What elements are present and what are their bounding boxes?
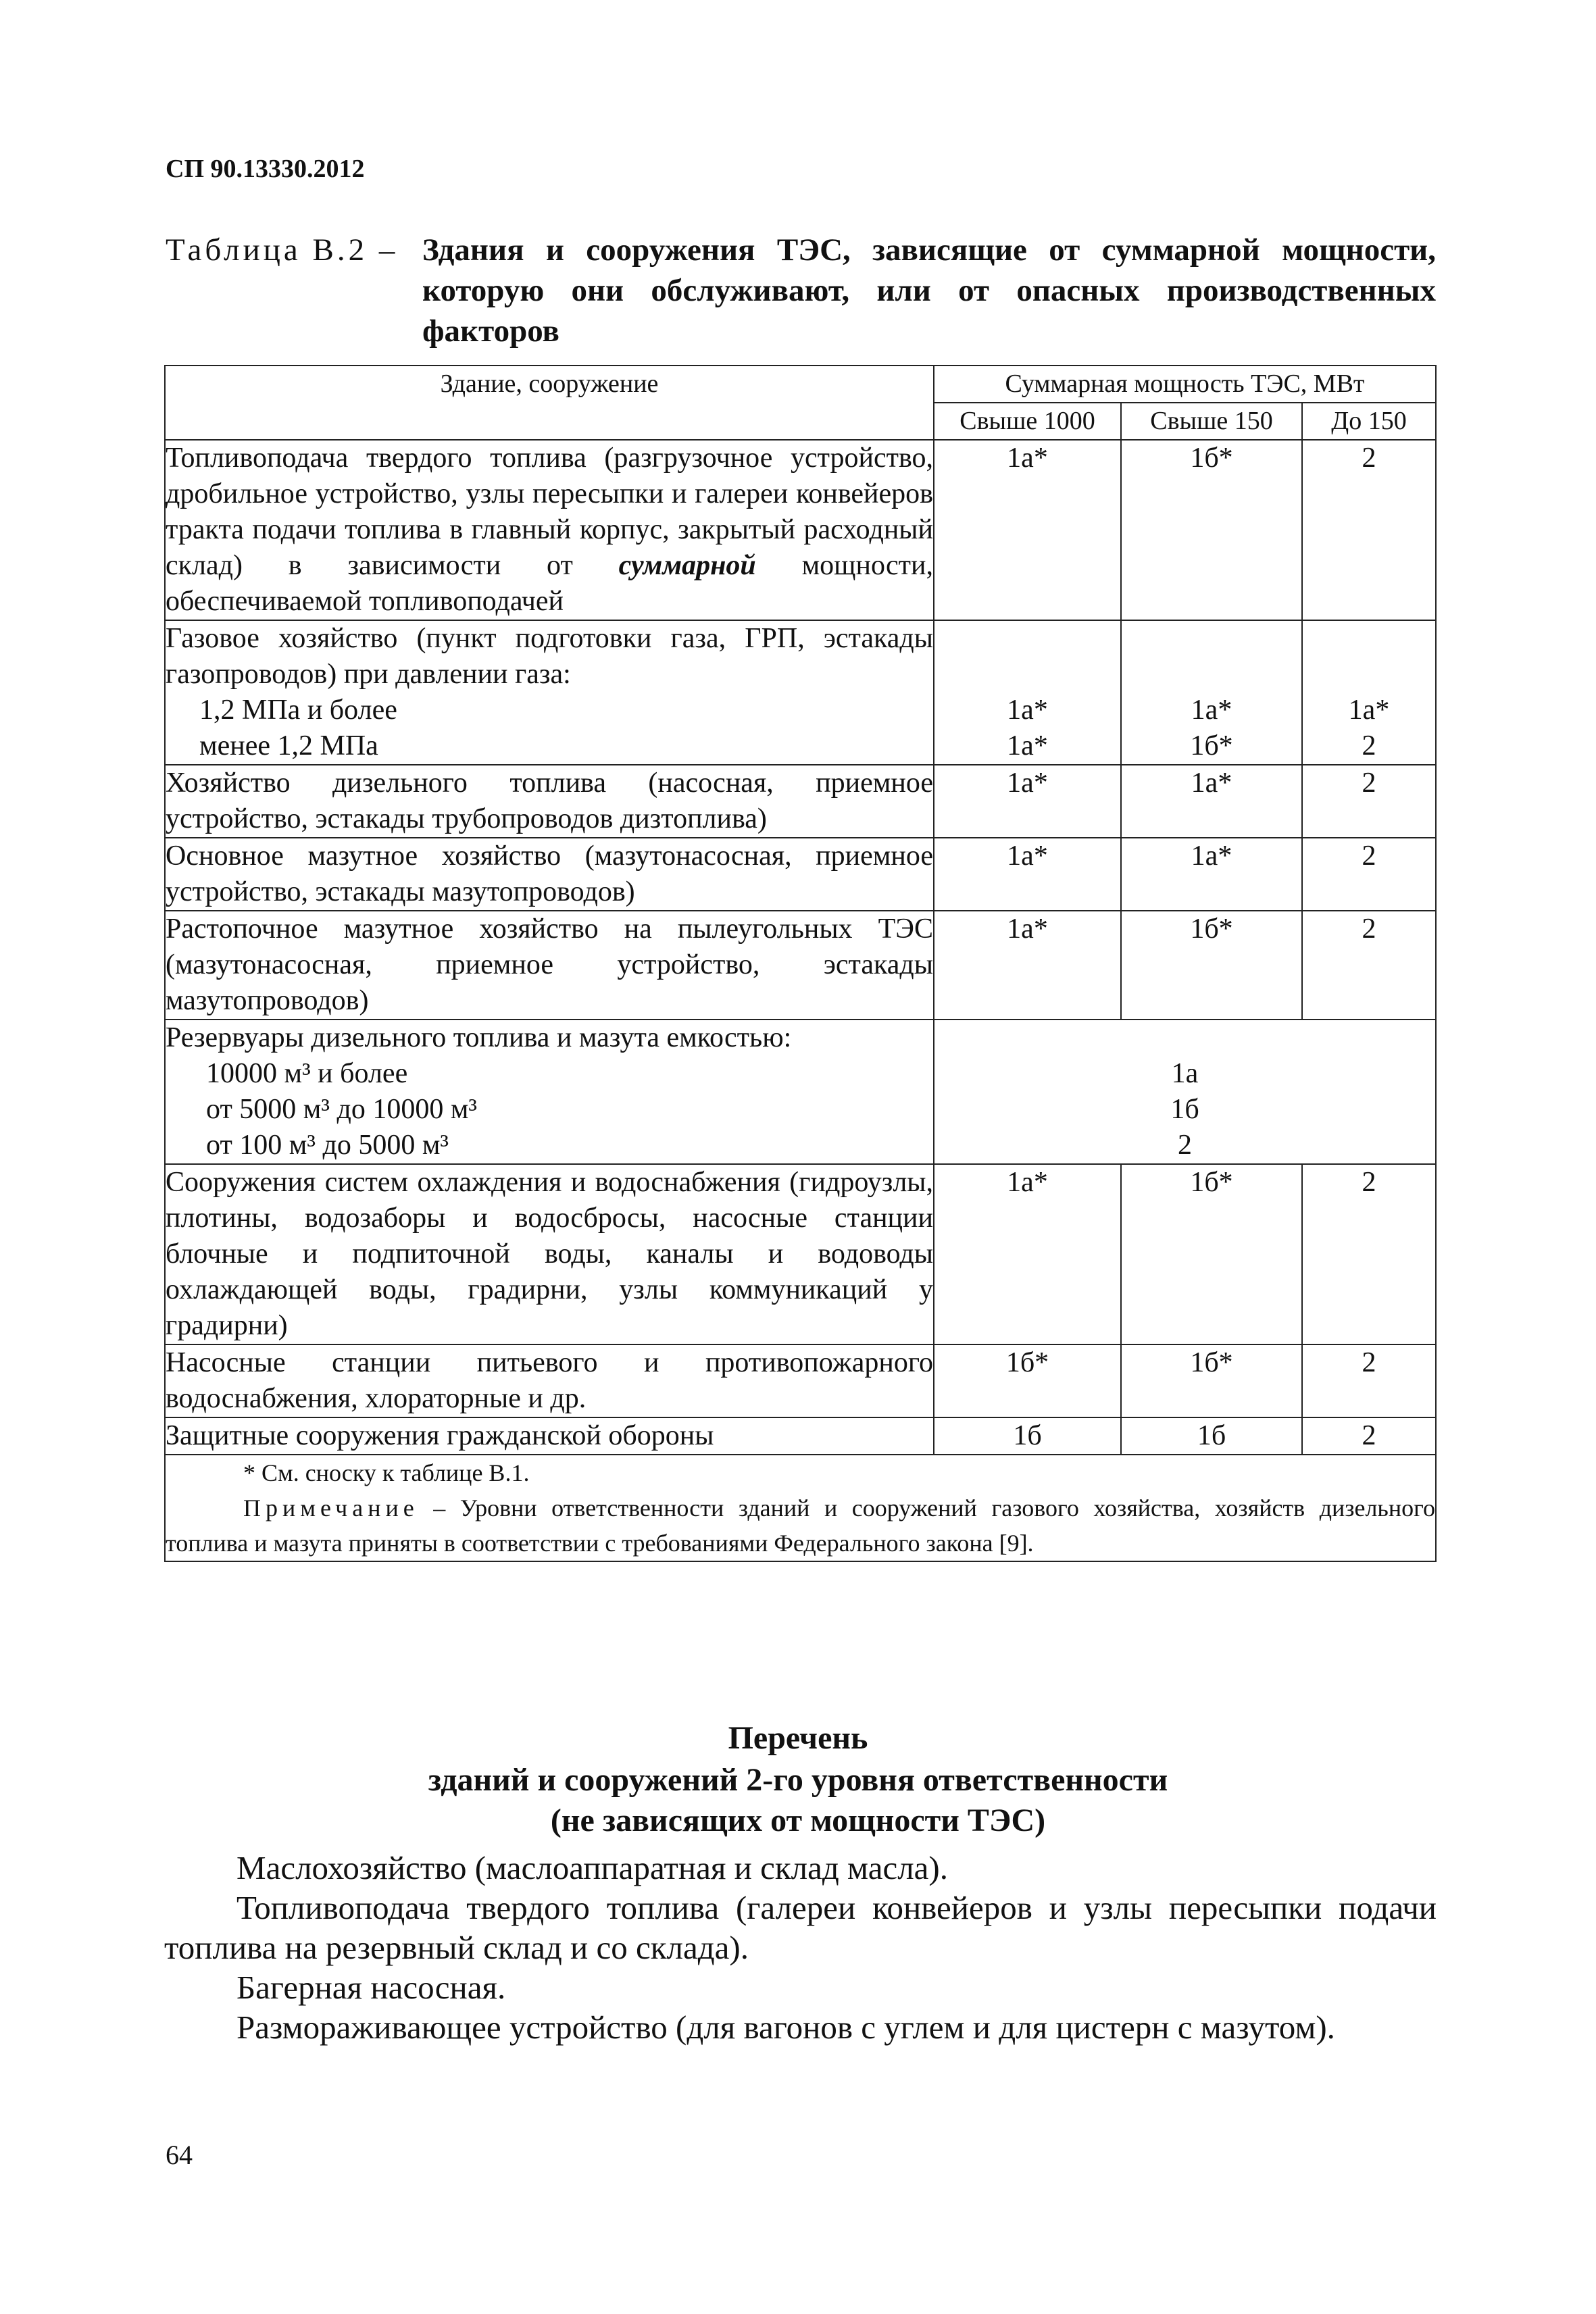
value-cell-merged: 1а 1б 2 xyxy=(934,1020,1436,1164)
row-building: Растопочное мазутное хозяйство на пылеугольных ТЭС (мазутонасосная, приемное устройство, эстакады мазутопроводов) xyxy=(165,911,934,1020)
list-item: Багерная насосная. xyxy=(236,1969,506,2006)
row-building: Сооружения систем охлаждения и водоснабжения (гидроузлы, плотины, водозаборы и водосбросы, насосные станции блочные и подпиточной воды, каналы и водоводы охлаждающей воды, градирни, узлы коммуникаций у градирни) xyxy=(165,1164,934,1344)
list-body xyxy=(164,1848,1437,2047)
row-building: Хозяйство дизельного топлива (насосная, приемное устройство, эстакады трубопроводов дизтоплива) xyxy=(165,765,934,838)
document-code: СП 90.13330.2012 xyxy=(166,155,365,183)
row-subitem: от 5000 м³ до 10000 м³ xyxy=(206,1094,478,1125)
value-cell: 2 xyxy=(1302,765,1436,838)
value-cell: 2 xyxy=(1302,911,1436,1020)
row-subitem: 1,2 МПа и более xyxy=(199,695,397,726)
table-row xyxy=(165,1417,1436,1455)
responsibility-table xyxy=(164,365,1437,1562)
table-row xyxy=(165,440,1436,620)
row-text: Резервуары дизельного топлива и мазута емкостью: xyxy=(166,1022,792,1053)
value-cell: 1а* xyxy=(1121,838,1302,911)
value-cell: 1б* xyxy=(1121,1344,1302,1417)
table-row xyxy=(165,765,1436,838)
list-item: Топливоподача твердого топлива (галереи конвейеров и узлы пересыпки подачи топлива на резервный склад и со склада). xyxy=(164,1889,1437,1966)
value-cell: 1б xyxy=(934,1417,1121,1455)
value-cell: 1а* xyxy=(934,911,1121,1020)
table-row xyxy=(165,1164,1436,1344)
note-text: – Уровни ответственности зданий и сооружений газового хозяйства, хозяйств дизельного топлива и мазута приняты в соответствии с требованиями Федерального закона [9]. xyxy=(166,1494,1435,1557)
row-text: Газовое хозяйство (пункт подготовки газа, ГРП, эстакады газопроводов) при давлении газа: xyxy=(166,623,933,690)
row-building: Основное мазутное хозяйство (мазутонасосная, приемное устройство, эстакады мазутопроводов) xyxy=(165,838,934,911)
header-over-1000: Свыше 1000 xyxy=(934,403,1121,440)
value-cell: 1а* xyxy=(934,440,1121,620)
value-cell: 1б* xyxy=(1121,1164,1302,1344)
header-over-150: Свыше 150 xyxy=(1121,403,1302,440)
header-capacity-group: Суммарная мощность ТЭС, МВт xyxy=(934,366,1436,403)
value-cell: 1б* xyxy=(1121,911,1302,1020)
table-notes-row xyxy=(165,1455,1436,1561)
list-heading: Перечень xyxy=(728,1720,868,1756)
list-item: Маслохозяйство (маслоаппаратная и склад масла). xyxy=(236,1849,948,1886)
page-number: 64 xyxy=(166,2140,193,2170)
value-cell: 2 xyxy=(1302,838,1436,911)
list-heading-line2: зданий и сооружений 2-го уровня ответственности xyxy=(428,1762,1168,1798)
table-footnote: * См. сноску к таблице В.1. xyxy=(243,1459,530,1486)
row-building xyxy=(165,1020,934,1164)
value-cell: 1б* xyxy=(1121,440,1302,620)
value-cell: 2 xyxy=(1302,1344,1436,1417)
table-caption-title: Здания и сооружения ТЭС, зависящие от суммарной мощности, которую они обслуживают, или от опасных производственных факторов xyxy=(422,232,1436,349)
value-cell: 1а* xyxy=(934,1164,1121,1344)
header-up-to-150: До 150 xyxy=(1302,403,1436,440)
value-cell: 1б xyxy=(1121,1417,1302,1455)
table-note xyxy=(166,1490,1435,1561)
table-row xyxy=(165,1344,1436,1417)
list-item: Размораживающее устройство (для вагонов с углем и для цистерн с мазутом). xyxy=(236,2009,1335,2046)
value-cell: 1а* 2 xyxy=(1302,620,1436,765)
value-cell: 1а* xyxy=(1121,765,1302,838)
table-row xyxy=(165,911,1436,1020)
value-cell: 2 xyxy=(1302,1417,1436,1455)
value-cell: 2 xyxy=(1302,440,1436,620)
row-building: Насосные станции питьевого и противопожарного водоснабжения, хлораторные и др. xyxy=(165,1344,934,1417)
row-building: Топливоподача твердого топлива (разгрузочное устройство, дробильное устройство, узлы пересыпки и галереи конвейеров тракта подачи топлива в главный корпус, закрытый расходный склад) в зависимости от суммарной мощности, обеспечиваемой топливоподачей xyxy=(165,440,934,620)
table-header-row xyxy=(165,366,1436,403)
value-cell: 2 xyxy=(1302,1164,1436,1344)
table-notes xyxy=(165,1455,1436,1561)
table-row xyxy=(165,620,1436,765)
value-cell: 1б* xyxy=(934,1344,1121,1417)
note-label: Примечание xyxy=(243,1494,419,1521)
row-building: Защитные сооружения гражданской обороны xyxy=(165,1417,934,1455)
table-caption-prefix: Таблица В.2 – xyxy=(166,232,399,268)
value-cell: 1а* xyxy=(934,765,1121,838)
value-cell: 1а* xyxy=(934,838,1121,911)
table-row xyxy=(165,1020,1436,1164)
value-cell: 1а* 1б* xyxy=(1121,620,1302,765)
value-cell: 1а* 1а* xyxy=(934,620,1121,765)
row-subitem: от 100 м³ до 5000 м³ xyxy=(206,1130,449,1161)
row-subitem: менее 1,2 МПа xyxy=(199,730,378,761)
row-subitem: 10000 м³ и более xyxy=(206,1058,408,1089)
table-row xyxy=(165,838,1436,911)
list-heading-line3: (не зависящих от мощности ТЭС) xyxy=(550,1803,1046,1838)
header-building: Здание, сооружение xyxy=(165,366,934,440)
row-building xyxy=(165,620,934,765)
